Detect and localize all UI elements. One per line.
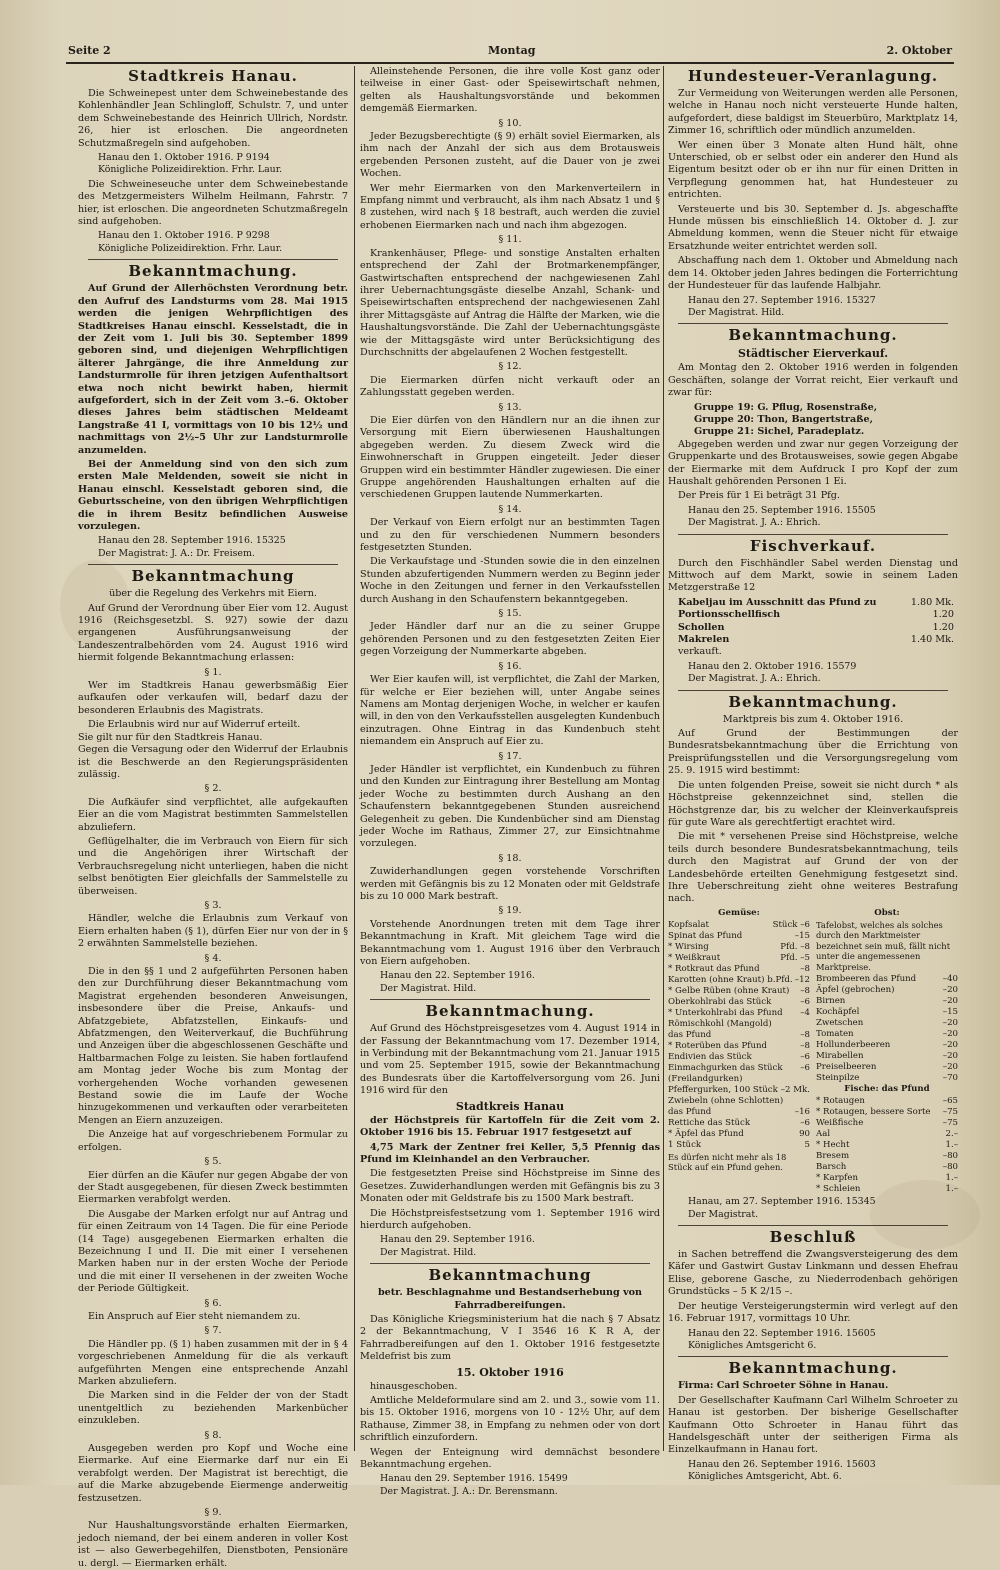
item-price: –20: [942, 996, 958, 1007]
item-name: Hollunderbeeren: [816, 1040, 891, 1051]
section-number: § 19.: [498, 905, 522, 917]
notice-signature: Hanau den 26. September 1916. 15603 Königliches Amtsgericht, Abt. 6.: [688, 1458, 876, 1483]
notice-title: Bekanntmachung: [131, 567, 295, 586]
vegetable-list: [668, 908, 810, 1196]
list-note: Tafelobst, welches als solches durch den Marktmeister bezeichnet sein muß, fällt nicht unter die angemessenen Marktpreise.: [816, 919, 951, 972]
section-text: Die Verkaufstage und -Stunden sowie die in den einzelnen Stunden abzufertigenden Nummern werden zu Beginn jeder Woche in den Zeitungen und ferner in den Verkaufsstellen durch Aushang in den Schaufenstern bekanntgegeben.: [360, 556, 660, 605]
section-text: Die Eier dürfen von den Händlern nur an die ihnen zur Versorgung mit Eiern überwiesenen Haushaltungen abgegeben werden. Zu diesem Zweck wird die Einwohnerschaft in Gruppen eingeteilt. Jeder dieser Gruppen wird ein bestimmter Händler zugewiesen. Die einer Gruppe angehörenden Haushaltungen erhalten auf die verschiedenen Gruppen lautende Nummerkarten.: [360, 414, 660, 501]
price-list-row: [668, 1096, 810, 1107]
section-text: Jeder Bezugsberechtigte (§ 9) erhält soviel Eiermarken, als ihm nach der Anzahl der sich aus dem Brotausweis ergebenden Personen zusteht, auf die Dauer von je zwei Wochen.: [360, 131, 660, 180]
item-price: –4: [800, 1007, 810, 1018]
notice-title: Fischverkauf.: [749, 536, 877, 555]
item-name: Zwiebeln (ohne Schlotten): [668, 1095, 784, 1106]
item-price: –70: [942, 1073, 958, 1084]
section-text: Jeder Händler ist verpflichtet, ein Kundenbuch zu führen und den Kunden zur Eintragung ihrer Bestellung am Montag jeder Woche zu bestimmten durch Aushang an den Schaufenstern bekanntgegebenen Stunden ausreichend Gelegenheit zu geben. Die Kundenbücher sind am Dienstag jeder Woche im Rathaus, Zimmer 27, zur Einsichtnahme vorzulegen.: [360, 763, 660, 850]
item-name: das Pfund: [668, 1106, 712, 1117]
notice-text: Auf Grund des Höchstpreisgesetzes vom 4. August 1914 in der Fassung der Bekanntmachung vom 17. Dezember 1914, in Verbindung mit der Bekanntmachung vom 21. Januar 1915 und vom 25. September 1915, sowie der Bekanntmachung des Bundesrats über die Kartoffelversorgung vom 26. Juni 1916 wird für den: [360, 1023, 660, 1097]
item-name: Karotten (ohne Kraut) b.Pfd.: [668, 974, 793, 985]
fish-name: Schollen: [678, 621, 725, 633]
item-price: –80: [942, 1162, 958, 1173]
section-text: Eier dürfen an die Käufer nur gegen Abgabe der von der Stadt ausgegebenen, für diesen Zweck bestimmten Eiermarken verabfolgt werden.: [78, 1169, 348, 1206]
price-list-row: [668, 1030, 810, 1041]
item-price: –8: [800, 1029, 810, 1040]
item-name: * Äpfel das Pfund: [668, 1128, 744, 1139]
notice-text: Abgegeben werden und zwar nur gegen Vorzeigung der Gruppenkarte und des Brotausweises, sowie gegen Abgabe der Eiermarke mit dem Aufdruck I pro Kopf der zum Haushalt gehörenden Personen 1 Ei.: [668, 438, 958, 487]
section-number: § 3.: [204, 899, 222, 911]
price-list-row: [816, 1018, 958, 1029]
item-price: –6: [800, 1051, 810, 1062]
price-list-row: [668, 1041, 810, 1052]
list-note: Es dürfen nicht mehr als 18 Stück auf ein Pfund gehen.: [668, 1151, 787, 1173]
item-name: * Hecht: [816, 1140, 850, 1151]
notice-title: Bekanntmachung.: [128, 262, 298, 281]
notice-kartoffeln: [360, 1003, 660, 1259]
separator: [678, 1225, 948, 1226]
notice-heading: Stadtkreis Hanau: [455, 1099, 565, 1113]
item-name: * Rotkraut das Pfund: [668, 963, 760, 974]
notice-text: Die mit * versehenen Preise sind Höchstpreise, welche teils durch besondere Bundesratsbekanntmachung, teils durch den Magistrat auf Grund der von der Landesbehörde erteilten Genehmigung festgesetzt sind. Ihre Ueberschreitung zieht ohne weiteres Bestrafung nach.: [668, 831, 958, 905]
notice-subtitle: Marktpreis bis zum 4. Oktober 1916.: [722, 713, 904, 725]
notice-text: Bei der Anmeldung sind von den sich zum ersten Male Meldenden, soweit sie nicht in Hanau einschl. Kesselstadt geboren sind, die Geburtsscheine, von den übrigen Wehrpflichtigen die in ihrem Besitz befindlichen Ausweise vorzulegen.: [78, 458, 348, 532]
price-list-row: [816, 1151, 958, 1162]
item-price: –8: [800, 963, 810, 974]
item-name: * Wirsing: [668, 941, 709, 952]
column-rule: [354, 66, 355, 1451]
item-price: –40: [942, 974, 958, 985]
notice-text: Versteuerte und bis 30. September d. Js. abgeschaffte Hunde müssen bis einschließlich 14. Oktober d. J. zur Abmeldung kommen, wenn die Steuer nicht für etwaige Ersatzhunde weiter entrichtet werden soll.: [668, 203, 958, 252]
notice-subtitle: Städtischer Eierverkauf.: [737, 347, 889, 361]
section-text: Die Anzeige hat auf vorgeschriebenem Formular zu erfolgen.: [78, 1129, 348, 1153]
notice-text: Auf Grund der Bestimmungen der Bundesratsbekanntmachung über die Errichtung von Preisprüfungsstellen und die Versorgungsregelung vom 25. 9. 1915 wird bestimmt:: [668, 728, 958, 777]
item-name: Kopfsalat: [668, 919, 709, 930]
section-number: § 1.: [204, 666, 222, 678]
notice-text: Das Königliche Kriegsministerium hat die nach § 7 Absatz 2 der Bekanntmachung, V I 3546 16 K R A, der Fahrradbereifungen auf den 1. Oktober 1916 festgesetzte Meldefrist bis zum: [360, 1313, 660, 1363]
section-number: § 2.: [204, 783, 222, 795]
price-list-row: [668, 1140, 810, 1151]
item-price: –16: [794, 1106, 810, 1117]
price-list-row: [816, 1140, 958, 1151]
item-name: * Schleien: [816, 1184, 861, 1195]
item-price: –8: [800, 1040, 810, 1051]
item-name: das Pfund: [668, 1029, 712, 1040]
notice-title: Beschluß: [769, 1228, 857, 1247]
item-name: Endivien das Stück: [668, 1051, 752, 1062]
section-text: Jeder Händler darf nur an die zu seiner Gruppe gehörenden Personen und zu den festgesetzten Zeiten Eier gegen Vorzeigung der Nummerkarte abgeben.: [360, 621, 660, 658]
notice-eier-continued: [360, 66, 660, 995]
section-text: Die Erlaubnis wird nur auf Widerruf erteilt. Sie gilt nur für den Stadtkreis Hanau. Gegen die Versagung oder den Widerruf der Erlaubnis ist die Beschwerde an den Regierungspräsidenten zulässig.: [78, 719, 348, 780]
notice-signature: Hanau den 28. September 1916. 15325 Der Magistrat: J. A.: Dr. Freisem.: [98, 535, 286, 559]
fish-price: 1.40 Mk.: [910, 634, 954, 646]
notice-signature: Hanau den 1. Oktober 1916. P 9298 Königliche Polizeidirektion. Frhr. Laur.: [98, 230, 283, 254]
fish-name: Makrelen: [678, 634, 730, 646]
notice-title: Stadtkreis Hanau.: [128, 67, 298, 85]
notice-signature: Hanau, am 27. September 1916. 15345 Der Magistrat.: [688, 1196, 876, 1220]
price-list-row: [668, 1074, 810, 1085]
column-1: [78, 66, 348, 1569]
item-name: * Gelbe Rüben (ohne Kraut): [668, 985, 790, 996]
item-name: * Rotaugen, bessere Sorte: [816, 1107, 931, 1118]
section-number: § 7.: [204, 1325, 222, 1337]
item-price: –80: [942, 1151, 958, 1162]
item-price: –75: [942, 1107, 958, 1118]
section-text: Vorstehende Anordnungen treten mit dem Tage ihrer Bekanntmachung in Kraft. Mit gleichem Tage wird die Bekanntmachung vom 1. August 1916 über den Verbrauch von Eiern aufgehoben.: [360, 918, 660, 968]
notice-subtitle: über die Regelung des Verkehrs mit Eiern.: [109, 588, 317, 600]
section-number: § 9.: [204, 1507, 222, 1519]
price-list-row: [816, 1040, 958, 1051]
item-price: –6: [800, 1117, 810, 1128]
notice-text: Auf Grund der Verordnung über Eier vom 12. August 1916 (Reichsgesetzbl. S. 927) sowie der dazu ergangenen Ausführungsanweisung der Landeszentralbehörden vom 24. August 1916 wird hiermit folgende Bekanntmachung erlassen:: [78, 602, 348, 664]
notice-text: Der heutige Versteigerungstermin wird verlegt auf den 16. Februar 1917, vormittags 10 Uhr.: [668, 1300, 958, 1325]
item-name: Spinat das Pfund: [668, 930, 743, 941]
item-name: * Weißkraut: [668, 952, 721, 963]
section-text: Die Eiermarken dürfen nicht verkauft oder an Zahlungsstatt gegeben werden.: [360, 374, 660, 399]
column-3: [668, 66, 958, 1483]
item-name: Einmachgurken das Stück: [668, 1062, 783, 1073]
item-name: Zwetschen: [816, 1018, 864, 1029]
fish-price: 1.80 Mk.: [910, 596, 954, 608]
item-name: Rettiche das Stück: [668, 1117, 751, 1128]
list-heading: Obst:: [874, 907, 900, 918]
price-row: [668, 622, 958, 634]
item-price: –20: [942, 1051, 958, 1062]
price-list-row: [816, 1118, 958, 1129]
price-list-row: [816, 1173, 958, 1184]
price-list-row: [668, 1052, 810, 1063]
section-text: Die Aufkäufer sind verpflichtet, alle aufgekauften Eier an die vom Magistrat bestimmten Sammelstellen abzuliefern.: [78, 796, 348, 833]
notice-text: Am Montag den 2. Oktober 1916 werden in folgenden Geschäften, solange der Vorrat reicht, Eier verkauft und zwar für:: [668, 362, 958, 399]
list-heading: Gemüse:: [718, 907, 760, 918]
separator: [88, 259, 338, 260]
price-list-row: [816, 1051, 958, 1062]
fish-name: Portionsschellfisch: [678, 609, 781, 621]
price-list-row: [668, 1019, 810, 1030]
item-name: 1 Stück: [668, 1139, 702, 1150]
group-entry: Gruppe 20: Thon, Bangertstraße,: [694, 413, 873, 425]
item-price: –75: [942, 1118, 958, 1129]
notice-stadtkreis: [78, 68, 348, 255]
price-list-row: [668, 975, 810, 986]
notice-text: der Höchstpreis für Kartoffeln für die Zeit vom 2. Oktober 1916 bis 15. Februar 1917 festgesetzt auf: [360, 1114, 660, 1139]
notice-title: Bekanntmachung: [428, 1266, 592, 1285]
notice-text: Der Gesellschafter Kaufmann Carl Wilhelm Schroeter zu Hanau ist gestorben. Der bisherige Gesellschafter Kaufmann Otto Schroeter in Hanau führt das Handelsgeschäft unter der seitherigen Firma als Einzelkaufmann in Hanau fort.: [668, 1394, 958, 1456]
notice-title: Bekanntmachung.: [728, 326, 898, 345]
section-text: Zuwiderhandlungen gegen vorstehende Vorschriften werden mit Gefängnis bis zu 12 Monaten oder mit Geldstrafe bis zu 10 000 Mark bestraft.: [360, 866, 660, 902]
section-text: Geflügelhalter, die im Verbrauch von Eiern für sich und die Angehörigen ihrer Wirtschaft der Verbrauchsregelung nicht unterliegen, haben die nicht selbst benötigten Eier gleichfalls der Sammelstelle zu überweisen.: [78, 835, 348, 897]
item-price: –20: [942, 1062, 958, 1073]
item-name: * Unterkohlrabi das Pfund: [668, 1007, 783, 1018]
item-name: * Karpfen: [816, 1173, 858, 1184]
notice-eierverkauf: [668, 327, 958, 529]
page-number: Seite 2: [68, 44, 111, 57]
item-name: Barsch: [816, 1162, 847, 1173]
section-text: Die Ausgabe der Marken erfolgt nur auf Antrag und für einen Zeitraum von 14 Tagen. Die für eine Periode (14 Tage) ausgegebenen Eiermarken erhalten die Bezeichnung I und II. Die mit einer I versehenen Marken haben nur in der ersten Woche der Periode und die mit einer II versehenen in der zweiten Woche der Periode Gültigkeit.: [78, 1208, 348, 1295]
notice-text: Wer einen über 3 Monate alten Hund hält, ohne Unterschied, ob er selbst oder ein anderer den Hund als Eigentum besitzt oder ob er ihn nur für einen Dritten in Verpflegung genommen hat, hat Hundesteuer zu entrichten.: [668, 139, 958, 201]
page-header: [68, 40, 952, 60]
header-rule: [66, 62, 954, 64]
notice-fahrrad: [360, 1267, 660, 1498]
notice-hundesteuer: [668, 68, 958, 319]
notice-title: Hundesteuer-Veranlagung.: [687, 67, 939, 85]
list-heading: Fische: das Pfund: [844, 1084, 930, 1095]
price-list-row: [816, 996, 958, 1007]
fish-name: Kabeljau im Ausschnitt das Pfund zu: [678, 596, 877, 608]
item-name: Weißfische: [816, 1118, 864, 1129]
item-price: –20: [942, 985, 958, 996]
item-price: Pfd. –8: [780, 941, 810, 952]
item-name: * Rotaugen: [816, 1096, 865, 1107]
header-day: Montag: [488, 44, 536, 57]
notice-schroeter: [668, 1360, 958, 1483]
separator: [678, 690, 948, 691]
item-price: Pfd. –5: [780, 952, 810, 963]
item-price: –20: [942, 1029, 958, 1040]
item-name: (Freilandgurken): [668, 1073, 743, 1084]
section-number: § 11.: [498, 234, 522, 246]
notice-fischverkauf: [668, 538, 958, 686]
group-entry: Gruppe 19: G. Pflug, Rosenstraße,: [694, 401, 878, 413]
notice-signature: Hanau den 25. September 1916. 15505 Der Magistrat. J. A.: Ehrich.: [688, 504, 876, 529]
notice-text: Abschaffung nach dem 1. Oktober und Abmeldung nach dem 14. Oktober jeden Jahres bedingen die Forterrichtung der Hundesteuer für das laufende Halbjahr.: [668, 255, 958, 292]
item-name: Brombeeren das Pfund: [816, 974, 917, 985]
notice-text: hinausgeschoben.: [370, 1380, 458, 1392]
notice-heading: 15. Oktober 1916: [456, 1365, 564, 1379]
item-price: –2 Mk.: [780, 1084, 810, 1095]
price-list-row: [668, 920, 810, 931]
section-number: § 8.: [204, 1429, 222, 1441]
price-list-row: [816, 974, 958, 985]
separator: [678, 323, 948, 324]
section-text: Alleinstehende Personen, die ihre volle Kost ganz oder teilweise in einer Gast- oder Speisewirtschaft nehmen, gelten als Haushaltungsvorstände und bekommen demgemäß Eiermarken.: [360, 66, 660, 115]
price-list-row: [668, 1129, 810, 1140]
separator: [370, 999, 650, 1000]
section-text: Wer Eier kaufen will, ist verpflichtet, die Zahl der Marken, für welche er Eier beziehen will, unter Angabe seines Namens am Montag derjenigen Woche, in welcher er kaufen will, in den von den Verkaufsstellen ausgelegten Kundenbuch einzutragen. Ohne Eintrag in das Kundenbuch steht niemandem ein Anspruch auf Eier zu.: [360, 674, 660, 748]
price-lists: [668, 908, 958, 1196]
notice-signature: Hanau den 2. Oktober 1916. 15579 Der Magistrat. J. A.: Ehrich.: [688, 660, 857, 685]
notice-text: Die Höchstpreisfestsetzung vom 1. September 1916 wird hierdurch aufgehoben.: [360, 1207, 660, 1231]
price-list-row: [668, 1107, 810, 1118]
section-text: Die Marken sind in die Felder der von der Stadt unentgeltlich zu beziehenden Markenbücher einzukleben.: [78, 1390, 348, 1427]
section-text: Der Verkauf von Eiern erfolgt nur an bestimmten Tagen und zu den für verschiedenen Nummern besonders festgesetzten Stunden.: [360, 517, 660, 554]
notice-signature: Hanau den 22. September 1916. Der Magistrat. Hild.: [380, 970, 535, 994]
item-name: * Roterüben das Pfund: [668, 1040, 768, 1051]
notice-signature: Hanau den 27. September 1916. 15327 Der Magistrat. Hild.: [688, 294, 876, 318]
item-name: Birnen: [816, 996, 846, 1007]
price-list-row: [668, 953, 810, 964]
item-price: –65: [942, 1096, 958, 1107]
item-name: Bresem: [816, 1151, 850, 1162]
section-text: Wer im Stadtkreis Hanau gewerbsmäßig Eier aufkaufen oder verkaufen will, bedarf dazu der besonderen Erlaubnis des Magistrats.: [78, 680, 348, 716]
notice-text: verkauft.: [678, 646, 722, 658]
notice-text: Der Preis für 1 Ei beträgt 31 Pfg.: [678, 490, 840, 502]
section-number: § 4.: [204, 952, 222, 964]
notice-text: in Sachen betreffend die Zwangsversteigerung des dem Käfer und Gastwirt Gustav Linkmann und dessen Ehefrau Elise, geborene Gasche, zu Niederrodenbach gehörigen Grundstücks – 5 K 2/15 –.: [668, 1249, 958, 1298]
price-list-row: [816, 1073, 958, 1084]
price-list-row: [816, 1029, 958, 1040]
header-date: 2. Oktober: [886, 44, 952, 57]
group-entry: Gruppe 21: Sichel, Paradeplatz.: [694, 426, 865, 438]
item-name: Steinpilze: [816, 1073, 860, 1084]
section-text: Nur Haushaltungsvorstände erhalten Eiermarken, jedoch niemand, der bei einem anderen in voller Kost ist — also Gewerbegehilfen, Dienstboten, Pensionäre u. dergl. — Eiermarken erhält.: [78, 1520, 348, 1569]
price-list-row: [816, 1096, 958, 1107]
item-price: 90: [799, 1128, 810, 1139]
column-rule: [663, 66, 664, 1451]
price-list-row: [816, 1062, 958, 1073]
item-price: 1.–: [945, 1184, 958, 1195]
item-name: Römischkohl (Mangold): [668, 1018, 772, 1029]
section-number: § 12.: [498, 361, 522, 373]
item-price: –20: [942, 1018, 958, 1029]
item-price: –15: [942, 1007, 958, 1018]
item-price: –8: [800, 985, 810, 996]
price-list-row: [816, 1107, 958, 1118]
price-row: [668, 609, 958, 621]
price-list-row: [668, 1008, 810, 1019]
price-list-row: [668, 1085, 810, 1096]
fruit-fish-list: [816, 908, 958, 1196]
notice-text: Firma: Carl Schroeter Söhne in Hanau.: [678, 1380, 889, 1392]
separator: [678, 1356, 948, 1357]
section-text: Die in den §§ 1 und 2 aufgeführten Personen haben den zur Durchführung dieser Bekanntmachung vom Magistrat ergehenden besonderen Anweisungen, insbesondere über die Preise, Ankaufs- und Abfatzgebiete, Abfatzstellen, Einkaufs- und Abfatzmengen, den Weiterverkauf, die Buchführung und Anzeigen über die abgeschlossenen Geschäfte und Haltbarmachen Folge zu leisten. Sie haben fortlaufend am Montag jeder Woche bis zum Montag der vorhergehenden Woche vorhanden gewesenen Bestand sowie die im Laufe der Woche hinzugekommenen und verkauften oder verarbeiteten Mengen an Eiern anzuzeigen.: [78, 966, 348, 1126]
item-name: Preiselbeeren: [816, 1062, 877, 1073]
price-list-row: [668, 1063, 810, 1074]
price-list-row: [668, 931, 810, 942]
notice-text: Die Schweineseuche unter dem Schweinebestande des Metzgermeisters Wilhelm Heilmann, Fahrstr. 7 hier, ist erloschen. Die angeordneten Schutzmaßregeln sind aufgehoben.: [78, 178, 348, 228]
item-price: Stück –6: [772, 919, 810, 930]
price-list-row: [816, 985, 958, 996]
notice-marktpreis: [668, 694, 958, 1221]
notice-signature: Hanau den 29. September 1916. 15499 Der Magistrat. J. A.: Dr. Berensmann.: [380, 1473, 568, 1497]
price-list-row: [668, 964, 810, 975]
notice-text: Durch den Fischhändler Sabel werden Dienstag und Mittwoch auf dem Markt, sowie in seinem Laden Metzgerstraße 12: [668, 557, 958, 594]
notice-title: Bekanntmachung.: [425, 1002, 595, 1021]
item-name: Äpfel (gebrochen): [816, 985, 895, 996]
notice-text: Zur Vermeidung von Weiterungen werden alle Personen, welche in Hanau noch nicht versteuerte Hunde halten, aufgefordert, diese baldigst im Steuerbüro, Marktplatz 14, Zimmer 16, schriftlich oder mündlich anzumelden.: [668, 88, 958, 137]
section-text: Wer mehr Eiermarken von den Markenverteilern in Empfang nimmt und verbraucht, als ihm nach Absatz 1 und § 8 zustehen, wird nach § 18 bestraft, auch werden die zuviel erhobenen Eiermarken nach und nach ihm abgezogen.: [360, 182, 660, 231]
notice-signature: Hanau den 1. Oktober 1916. P 9194 Königliche Polizeidirektion. Frhr. Laur.: [98, 152, 283, 176]
section-number: § 6.: [204, 1297, 222, 1309]
price-list-row: [668, 1118, 810, 1129]
price-list-row: [816, 1129, 958, 1140]
price-row: [668, 634, 958, 646]
section-number: § 5.: [204, 1156, 222, 1168]
notice-text: Die festgesetzten Preise sind Höchstpreise im Sinne des Gesetzes. Zuwiderhandlungen werden mit Gefängnis bis zu 3 Monaten oder mit Geldstrafe bis zu 1500 Mark bestraft.: [360, 1168, 660, 1205]
item-price: –6: [800, 996, 810, 1007]
price-list-row: [668, 997, 810, 1008]
price-list-row: [668, 986, 810, 997]
notice-text: Auf Grund der Allerhöchsten Verordnung betr. den Aufruf des Landsturms vom 28. Mai 1915 werden die jenigen Wehrpflichtigen des Stadtkreises Hanau einschl. Kesselstadt, die in der Zeit vom 1. Juli bis 30. September 1899 geboren sind, und diejenigen Wehrpflichtigen älterer Jahrgänge, die ihre Anmeldung zur Landsturmrolle für ihren jetzigen Aufenthaltsort etwa noch nicht bewirkt haben, hiermit aufgefordert, sich in der Zeit vom 3.–6. Oktober dieses Jahres beim städtischen Meldeamt Langstraße 41 I, vormittags von 10 bis 12½ und nachmittags von 2½–5 Uhr zur Landsturmrolle anzumelden.: [78, 283, 348, 456]
separator: [370, 1263, 650, 1264]
notice-text: Die unten folgenden Preise, soweit sie nicht durch * als Höchstpreise gekennzeichnet sind, stellen die Höchstgrenze dar, bis zu welcher der Kleinverkaufspreis für gute Ware als gerechtfertigt erachtet wird.: [668, 779, 958, 828]
notice-title: Bekanntmachung.: [728, 1359, 898, 1378]
notice-text: 4,75 Mark der Zentner frei Keller, 5,5 Pfennig das Pfund im Kleinhandel an den Verbraucher.: [360, 1141, 660, 1165]
section-number: § 13.: [498, 401, 522, 413]
section-number: § 17.: [498, 750, 522, 762]
section-number: § 16.: [498, 660, 522, 672]
item-price: –6: [800, 1062, 810, 1073]
item-price: 2.–: [945, 1129, 958, 1140]
item-name: Kochäpfel: [816, 1007, 860, 1018]
item-price: –12: [794, 974, 810, 985]
section-text: Ausgegeben werden pro Kopf und Woche eine Eiermarke. Auf eine Eiermarke darf nur ein Ei verabfolgt werden. Der Magistrat ist berechtigt, die auf die Marke abzugebende Eiermenge anderweitig festzusetzen.: [78, 1443, 348, 1504]
price-row: [668, 597, 958, 609]
section-text: Krankenhäuser, Pflege- und sonstige Anstalten erhalten entsprechend der Zahl der Brotmarkenempfänger, Gastwirtschaften entsprechend der nachgewiesenen Zahl ihrer Uebernachtungsgäste dieselbe Anzahl, Schank- und Speisewirtschaften entsprechend der nachgewiesenen Zahl ihrer Mittagsgäste auf Antrag die Hälfte der Marken, wie die Haushaltungsvorstände. Die Zahl der Uebernachtungsgäste wie der Mittagsgäste wird unter Berücksichtigung des Durchschnitts der abgelaufenen 2 Wochen festgestellt.: [360, 247, 660, 358]
notice-text: Amtliche Meldeformulare sind am 2. und 3., sowie vom 11. bis 15. Oktober 1916, morgens von 10 - 12½ Uhr, auf dem Rathause, Zimmer 38, in Empfang zu nehmen oder von dort schriftlich einzufordern.: [360, 1395, 660, 1444]
item-price: 1.–: [945, 1140, 958, 1151]
price-list-row: [816, 1007, 958, 1018]
price-list-row: [668, 942, 810, 953]
item-name: Tomaten: [816, 1029, 854, 1040]
notice-landsturm: [78, 263, 348, 560]
section-number: § 14.: [498, 503, 522, 515]
separator: [88, 564, 338, 565]
section-number: § 15.: [498, 608, 522, 620]
item-name: Pfeffergurken, 100 Stück: [668, 1084, 778, 1095]
separator: [678, 534, 948, 535]
fish-price: 1.20: [932, 609, 954, 621]
item-price: 1.–: [945, 1173, 958, 1184]
section-number: § 18.: [498, 852, 522, 864]
item-name: Oberkohlrabi das Stück: [668, 996, 772, 1007]
price-list-row: [816, 1184, 958, 1195]
section-text: Die Händler pp. (§ 1) haben zusammen mit der in § 4 vorgeschriebenen Anmeldung für die als verkauft aufgeführten Mengen eine entsprechende Anzahl Marken abzuliefern.: [78, 1338, 348, 1387]
section-text: Ein Anspruch auf Eier steht niemandem zu.: [88, 1310, 301, 1322]
section-number: § 10.: [498, 117, 522, 129]
section-text: Händler, welche die Erlaubnis zum Verkauf von Eiern erhalten haben (§ 1), dürfen Eier nur von der in § 2 erwähnten Sammelstelle beziehen.: [78, 913, 348, 950]
item-name: Mirabellen: [816, 1051, 864, 1062]
notice-text: Die Schweinepest unter dem Schweinebestande des Kohlenhändler Jean Schlingloff, Schulstr. 7, und unter dem Schweinebestande des Heinrich Ullrich, Nordstr. 26, hier ist erloschen. Die angeordneten Schutzmaßregeln sind aufgehoben.: [78, 88, 348, 149]
notice-signature: Hanau den 22. September 1916. 15605 Königliches Amtsgericht 6.: [688, 1327, 876, 1351]
column-2: [360, 66, 660, 1497]
fish-price: 1.20: [932, 621, 954, 633]
notice-title: Bekanntmachung.: [728, 692, 898, 711]
item-name: Aal: [816, 1129, 831, 1140]
notice-eier-verkehr: [78, 568, 348, 1570]
item-price: –20: [942, 1040, 958, 1051]
notice-beschluss: [668, 1229, 958, 1352]
notice-signature: Hanau den 29. September 1916. Der Magistrat. Hild.: [380, 1234, 535, 1258]
item-price: –15: [794, 930, 810, 941]
notice-subtitle: betr. Beschlagnahme und Bestandserhebung von Fahrradbereifungen.: [377, 1287, 643, 1311]
item-price: 5: [804, 1139, 810, 1150]
price-list-row: [816, 1162, 958, 1173]
notice-text: Wegen der Enteignung wird demnächst besondere Bekanntmachung ergehen.: [360, 1446, 660, 1471]
